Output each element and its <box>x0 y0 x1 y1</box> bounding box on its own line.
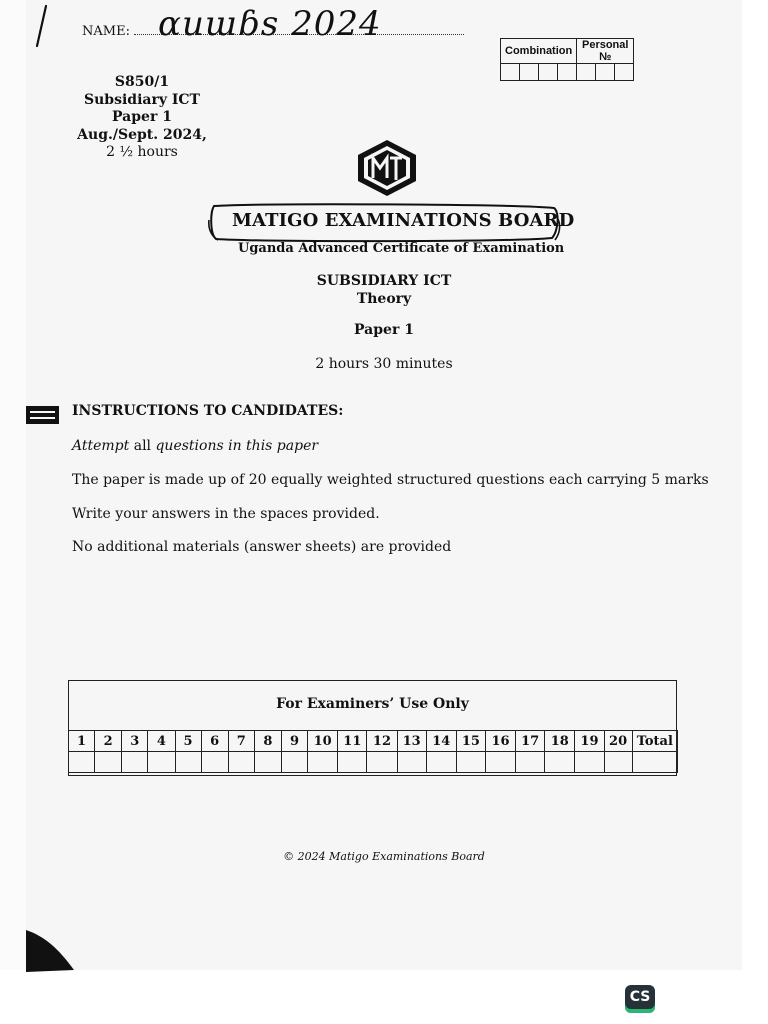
marks-column-header: 3 <box>122 731 148 752</box>
marks-entry-cell <box>397 752 426 773</box>
marks-entry-row <box>69 752 678 773</box>
marks-entry-cell <box>148 752 175 773</box>
combination-cell <box>539 64 558 81</box>
instructions-marker-icon <box>26 405 60 425</box>
marks-entry-cell <box>122 752 148 773</box>
scan-shadow-corner <box>26 930 80 972</box>
instruction-attempt-all <box>72 438 318 454</box>
page-margin <box>0 0 26 970</box>
paper-info-block <box>76 74 208 162</box>
marks-entry-cell <box>95 752 122 773</box>
marks-entry-cell <box>485 752 515 773</box>
scanner-app-badge: CS <box>625 985 655 1013</box>
paper-number: Paper 1 <box>112 109 172 125</box>
marks-column-header: Total <box>632 731 677 752</box>
subject-name: SUBSIDIARY ICT <box>316 273 452 289</box>
instruction-no-materials: No additional materials (answer sheets) are provided <box>72 539 452 555</box>
marks-column-header: 20 <box>604 731 632 752</box>
paper-subject: Subsidiary ICT <box>84 91 200 108</box>
personal-number-cell <box>596 64 615 81</box>
marks-column-header: 2 <box>95 731 122 752</box>
marks-column-header: 19 <box>575 731 604 752</box>
paper-session: Aug./Sept. 2024, <box>77 126 207 143</box>
marks-entry-cell <box>308 752 338 773</box>
marks-column-header: 7 <box>228 731 254 752</box>
handwritten-name: ɑuɯɓs 2024 <box>158 4 382 44</box>
marks-entry-cell <box>632 752 677 773</box>
paper-title: Paper 1 <box>354 322 414 338</box>
marks-column-header: 12 <box>367 731 397 752</box>
instruction-questions-text: questions in this paper <box>155 438 319 454</box>
paper-duration: 2 ½ hours <box>106 144 178 160</box>
marks-column-header: 18 <box>545 731 575 752</box>
marks-entry-cell <box>69 752 95 773</box>
combination-label: Combination <box>501 39 577 64</box>
instruction-paper-structure: The paper is made up of 20 equally weighted structured questions each carrying 5 marks <box>72 472 709 488</box>
marks-header-row <box>69 731 678 752</box>
marks-column-header: 17 <box>516 731 545 752</box>
marks-column-header: 8 <box>254 731 281 752</box>
marks-entry-cell <box>338 752 367 773</box>
marks-column-header: 6 <box>201 731 228 752</box>
marks-column-header: 5 <box>175 731 201 752</box>
marks-entry-cell <box>201 752 228 773</box>
copyright-notice: © 2024 Matigo Examinations Board <box>283 850 485 863</box>
marks-entry-cell <box>604 752 632 773</box>
personal-number-cell <box>615 64 634 81</box>
board-name: MATIGO EXAMINATIONS BOARD <box>232 210 575 231</box>
exam-duration: 2 hours 30 minutes <box>315 356 453 372</box>
marks-entry-cell <box>228 752 254 773</box>
examiners-marks-table <box>68 730 678 773</box>
instructions-heading: INSTRUCTIONS TO CANDIDATES: <box>72 403 344 419</box>
combination-cell <box>501 64 520 81</box>
board-logo <box>354 138 420 198</box>
marks-entry-cell <box>575 752 604 773</box>
marks-column-header: 1 <box>69 731 95 752</box>
paper-code: S850/1 <box>114 74 170 90</box>
marks-column-header: 14 <box>426 731 456 752</box>
combination-cell <box>558 64 577 81</box>
marks-column-header: 10 <box>308 731 338 752</box>
personal-number-label: Personal № <box>577 39 634 64</box>
marks-entry-cell <box>426 752 456 773</box>
name-label: NAME: <box>82 24 135 39</box>
instruction-answer-spaces: Write your answers in the spaces provided. <box>72 506 380 522</box>
combination-cell <box>520 64 539 81</box>
marks-column-header: 15 <box>456 731 485 752</box>
marks-entry-cell <box>254 752 281 773</box>
marks-entry-cell <box>282 752 308 773</box>
marks-column-header: 16 <box>485 731 515 752</box>
instruction-all-word: all <box>129 438 156 454</box>
marks-column-header: 4 <box>148 731 175 752</box>
marks-entry-cell <box>175 752 201 773</box>
marks-column-header: 11 <box>338 731 367 752</box>
marks-entry-cell <box>516 752 545 773</box>
combination-personal-number-box <box>500 38 634 81</box>
subject-type: Theory <box>356 291 412 307</box>
pen-slash-mark <box>34 4 48 48</box>
marks-entry-cell <box>367 752 397 773</box>
examiners-use-title: For Examiners’ Use Only <box>276 696 469 712</box>
marks-entry-cell <box>545 752 575 773</box>
subject-title <box>230 272 538 308</box>
instruction-attempt-word: Attempt <box>72 438 130 454</box>
board-subtitle: Uganda Advanced Certificate of Examination <box>238 241 565 256</box>
marks-entry-cell <box>456 752 485 773</box>
marks-column-header: 13 <box>397 731 426 752</box>
marks-column-header: 9 <box>282 731 308 752</box>
personal-number-cell <box>577 64 596 81</box>
